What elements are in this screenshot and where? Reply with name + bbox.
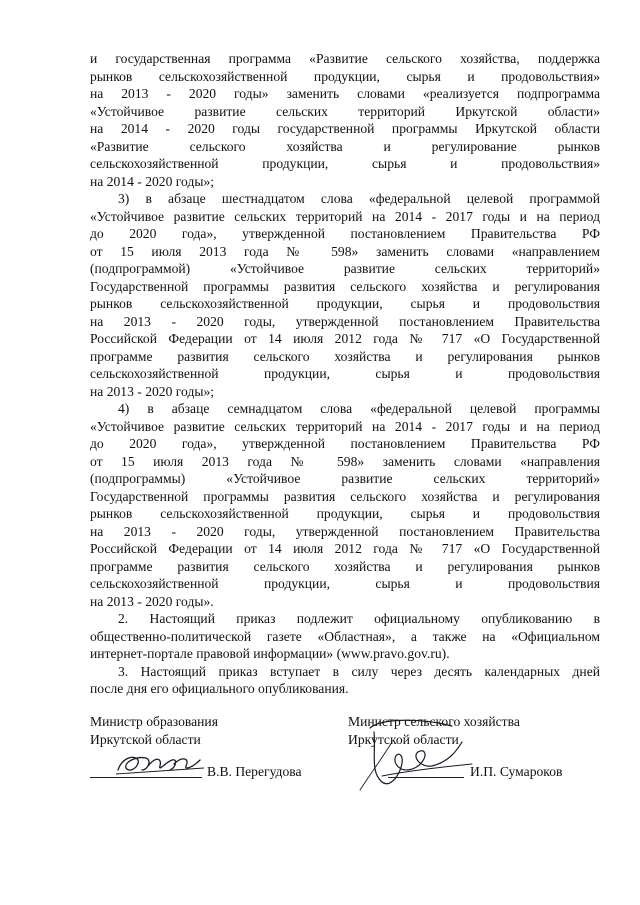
text-line: Государственной программы развития сельского хозяйства и регулирования — [90, 278, 600, 294]
text-line: (подпрограммой) «Устойчивое развитие сельских территорий» — [90, 261, 600, 276]
text-line: 4) в абзаце семнадцатом слова «федеральной целевой программы — [118, 401, 600, 416]
text-line: программе развития сельского хозяйства и регулирования рынков — [90, 558, 600, 574]
handwritten-signature-left — [112, 748, 208, 782]
text-line: рынков сельскохозяйственной продукции, сырья и продовольствия — [90, 506, 600, 521]
text-line: на 2013 - 2020 годы»; — [90, 383, 215, 399]
text-line: Российской Федерации от 14 июля 2012 года № 717 «О Государственной — [90, 541, 600, 556]
text-line: после дня его официального опубликования. — [90, 681, 349, 696]
paragraph-continuation — [90, 50, 600, 190]
text-line: интернет-портале правовой информации» (www.pravo.gov.ru). — [90, 646, 450, 661]
text-line: «Устойчивое развитие сельских территорий Иркутской области» — [90, 103, 600, 119]
paragraph-item-3 — [90, 190, 600, 400]
text-line: «Развитие сельского хозяйства и регулирование рынков — [90, 138, 600, 154]
text-line: 2. Настоящий приказ подлежит официальному опубликованию в — [118, 611, 600, 626]
text-line: сельскохозяйственной продукции, сырья и продовольствия — [90, 366, 600, 381]
text-line: «Устойчивое развитие сельских территорий на 2014 - 2017 годы и на период — [90, 208, 600, 224]
text-line: Российской Федерации от 14 июля 2012 года № 717 «О Государственной — [90, 331, 600, 346]
text-line: от 15 июля 2013 года № 598» заменить словами «направления — [90, 453, 600, 469]
text-line: сельскохозяйственной продукции, сырья и продовольствия» — [90, 156, 600, 171]
text-line: «Устойчивое развитие сельских территорий на 2014 - 2017 годы и на период — [90, 418, 600, 434]
text-line: на 2013 - 2020 годы, утвержденной постановлением Правительства — [90, 313, 600, 329]
text-line: на 2013 - 2020 годы» заменить словами «реализуется подпрограмма — [90, 86, 600, 101]
paragraph-section-2 — [90, 610, 600, 663]
signature-block-left — [90, 713, 330, 748]
signer-title-left-line1: Министр образования — [90, 714, 218, 729]
text-line: на 2014 - 2020 годы»; — [90, 173, 215, 189]
handwritten-signature-right — [352, 712, 492, 796]
signer-title-right-line1: Министр сельского хозяйства — [348, 714, 520, 729]
text-line: 3. Настоящий приказ вступает в силу через десять календарных дней — [118, 663, 600, 679]
text-line: программе развития сельского хозяйства и регулирования рынков — [90, 348, 600, 364]
text-line: 3) в абзаце шестнадцатом слова «федеральной целевой программой — [118, 191, 600, 206]
text-line: Государственной программы развития сельского хозяйства и регулирования — [90, 488, 600, 504]
text-line: общественно-политической газете «Областная», а также на «Официальном — [90, 628, 600, 644]
signer-title-right-line2: Иркутской области — [348, 731, 459, 747]
signer-name-left: В.В. Перегудова — [207, 764, 302, 779]
text-line: и государственная программа «Развитие сельского хозяйства, поддержка — [90, 51, 600, 66]
text-line: рынков сельскохозяйственной продукции, сырья и продовольствия» — [90, 68, 600, 84]
text-line: на 2014 - 2020 годы государственной программы Иркутской области — [90, 121, 600, 136]
paragraph-section-3 — [90, 663, 600, 698]
paragraph-item-4 — [90, 400, 600, 610]
text-line: до 2020 года», утвержденной постановлением Правительства РФ — [90, 226, 600, 241]
signer-name-right: И.П. Сумароков — [470, 764, 563, 779]
text-line: на 2013 - 2020 годы, утвержденной постановлением Правительства — [90, 523, 600, 539]
document-body — [90, 50, 600, 698]
text-line: сельскохозяйственной продукции, сырья и продовольствия — [90, 576, 600, 591]
text-line: на 2013 - 2020 годы». — [90, 593, 214, 609]
text-line: от 15 июля 2013 года № 598» заменить словами «направлением — [90, 243, 600, 259]
text-line: (подпрограммы) «Устойчивое развитие сельских территорий» — [90, 471, 600, 486]
signer-title-left-line2: Иркутской области — [90, 731, 201, 747]
text-line: до 2020 года», утвержденной постановлением Правительства РФ — [90, 436, 600, 451]
text-line: рынков сельскохозяйственной продукции, сырья и продовольствия — [90, 296, 600, 311]
